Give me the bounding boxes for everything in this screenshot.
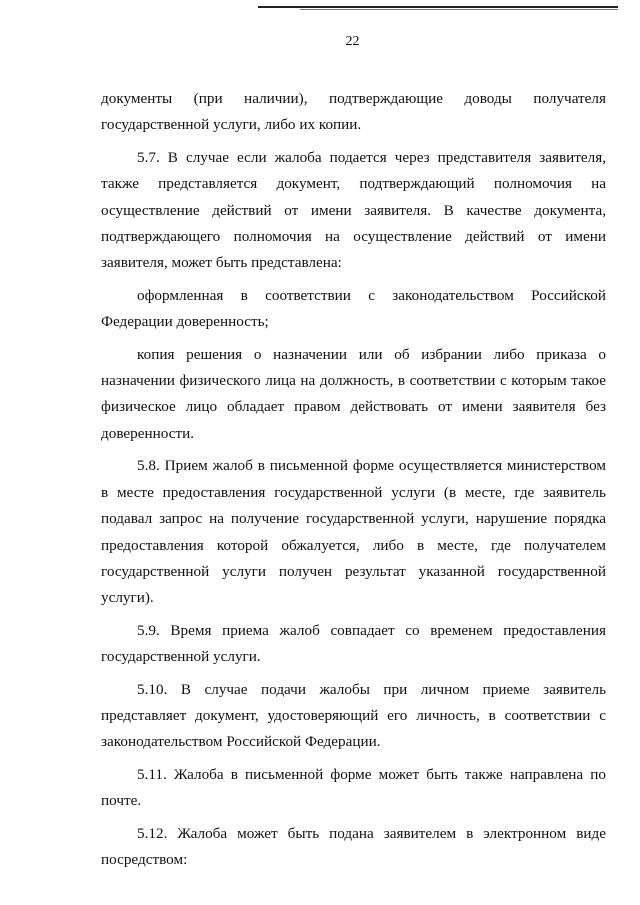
paragraph-1-continuation: документы (при наличии), подтверждающие доводы получателя государственной услуги, либо их копии.	[101, 90, 606, 134]
paragraph-power-of-attorney: оформленная в соответствии с законодательством Российской Федерации доверенность;	[101, 286, 606, 331]
header-rule-thin	[300, 9, 618, 10]
document-body	[101, 86, 606, 873]
paragraph-5-12: 5.12. Жалоба может быть подана заявителем в электронном виде посредством:	[101, 824, 606, 868]
paragraph-5-7: 5.7. В случае если жалоба подается через представителя заявителя, также представляется документ, подтверждающий полномочия на осуществление действий от имени заявителя. В качестве документа, подтверждающего полномочия на осуществление действий от имени заявителя, может быть представлена:	[101, 148, 606, 272]
paragraph-5-8: 5.8. Прием жалоб в письменной форме осуществляется министерством в месте предоставления государственной услуги (в месте, где заявитель подавал запрос на получение государственной услуги, нарушение порядка предоставления которой обжалуется, либо в месте, где получателем государственной услуги получен результат указанной государственной услуги).	[101, 457, 606, 607]
paragraph-5-10: 5.10. В случае подачи жалобы при личном приеме заявитель представляет документ, удостоверяющий его личность, в соответствии с законодательством Российской Федерации.	[101, 680, 606, 751]
paragraph-appointment-decision: копия решения о назначении или об избрании либо приказа о назначении физического лица на должность, в соответствии с которым такое физическое лицо обладает правом действовать от имени заявителя без доверенности.	[101, 345, 606, 442]
page-number: 22	[345, 34, 360, 49]
paragraph-5-9: 5.9. Время приема жалоб совпадает со временем предоставления государственной услуги.	[101, 621, 606, 666]
paragraph-5-11: 5.11. Жалоба в письменной форме может быть также направлена по почте.	[101, 765, 606, 810]
header-rule	[258, 6, 618, 8]
